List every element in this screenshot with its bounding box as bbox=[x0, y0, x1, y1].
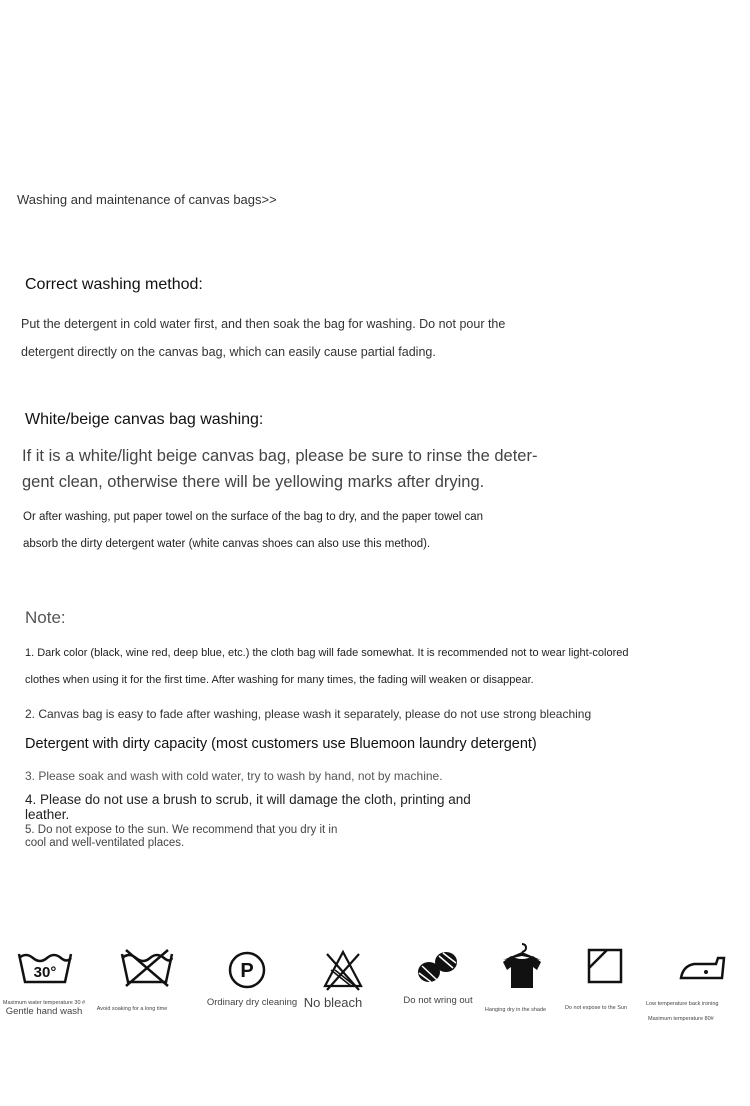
white-canvas-small-line-2: absorb the dirty detergent water (white canvas shoes can also use this method). bbox=[23, 538, 431, 550]
hand-wash-30-icon bbox=[17, 948, 73, 988]
wash-caption-line-2: Gentle hand wash bbox=[5, 1006, 83, 1017]
soak-caption: Avoid soaking for a long time bbox=[96, 1006, 168, 1012]
no-bleach-icon bbox=[321, 948, 365, 992]
note-item-1-line-2: clothes when using it for the first time. After washing for many times, the fading will weaken or disappear. bbox=[25, 674, 534, 686]
iron-low-temp-icon bbox=[678, 950, 726, 982]
detergent-note: Detergent with dirty capacity (most customers use Bluemoon laundry detergent) bbox=[25, 736, 537, 752]
note-heading: Note: bbox=[25, 608, 66, 627]
iron-caption-line-2: Maximum temperature 80# bbox=[648, 1016, 714, 1022]
intro-title: Washing and maintenance of canvas bags>> bbox=[17, 192, 277, 207]
bleach-caption: No bleach bbox=[303, 995, 363, 1010]
note-item-5: 5. Do not expose to the sun. We recommend that you dry it in cool and well-ventilated places. bbox=[25, 824, 338, 849]
dry-clean-symbol: P bbox=[240, 960, 254, 982]
wash-temp-label: 30° bbox=[33, 964, 57, 981]
no-wring-icon bbox=[417, 948, 459, 986]
no-sun-icon bbox=[587, 948, 625, 986]
note-item-1-line-1: 1. Dark color (black, wine red, deep blue, etc.) the cloth bag will fade somewhat. It is recommended not to wear light-colored bbox=[25, 647, 629, 659]
dry-clean-p-icon bbox=[227, 950, 267, 990]
wring-caption: Do not wring out bbox=[403, 995, 473, 1006]
wash-caption-line-1: Maximum water temperature 30 # bbox=[2, 1000, 86, 1006]
correct-washing-line-2: detergent directly on the canvas bag, which can easily cause partial fading. bbox=[21, 345, 436, 359]
correct-washing-heading: Correct washing method: bbox=[25, 276, 203, 293]
note-item-4: 4. Please do not use a brush to scrub, it will damage the cloth, printing and leather. bbox=[25, 792, 471, 822]
shade-caption: Hanging dry in the shade bbox=[484, 1007, 547, 1013]
no-soak-icon bbox=[120, 948, 174, 988]
dry-clean-caption: Ordinary dry cleaning bbox=[206, 997, 298, 1008]
sun-caption: Do not expose to the Sun bbox=[564, 1005, 628, 1011]
white-canvas-large-line-2: gent clean, otherwise there will be yellowing marks after drying. bbox=[22, 473, 485, 491]
correct-washing-line-1: Put the detergent in cold water first, and then soak the bag for washing. Do not pour the bbox=[21, 317, 506, 331]
white-canvas-small-line-1: Or after washing, put paper towel on the surface of the bag to dry, and the paper towel can bbox=[23, 511, 484, 523]
shirt-hanger-icon bbox=[499, 942, 545, 992]
note-item-2: 2. Canvas bag is easy to fade after washing, please wash it separately, please do not use strong bleaching bbox=[25, 707, 592, 721]
iron-caption-line-1: Low temperature back ironing bbox=[646, 1001, 719, 1007]
note-item-3: 3. Please soak and wash with cold water, try to wash by hand, not by machine. bbox=[25, 769, 443, 783]
white-canvas-large-line-1: If it is a white/light beige canvas bag, please be sure to rinse the deter- bbox=[22, 447, 538, 465]
white-canvas-heading: White/beige canvas bag washing: bbox=[25, 411, 264, 428]
